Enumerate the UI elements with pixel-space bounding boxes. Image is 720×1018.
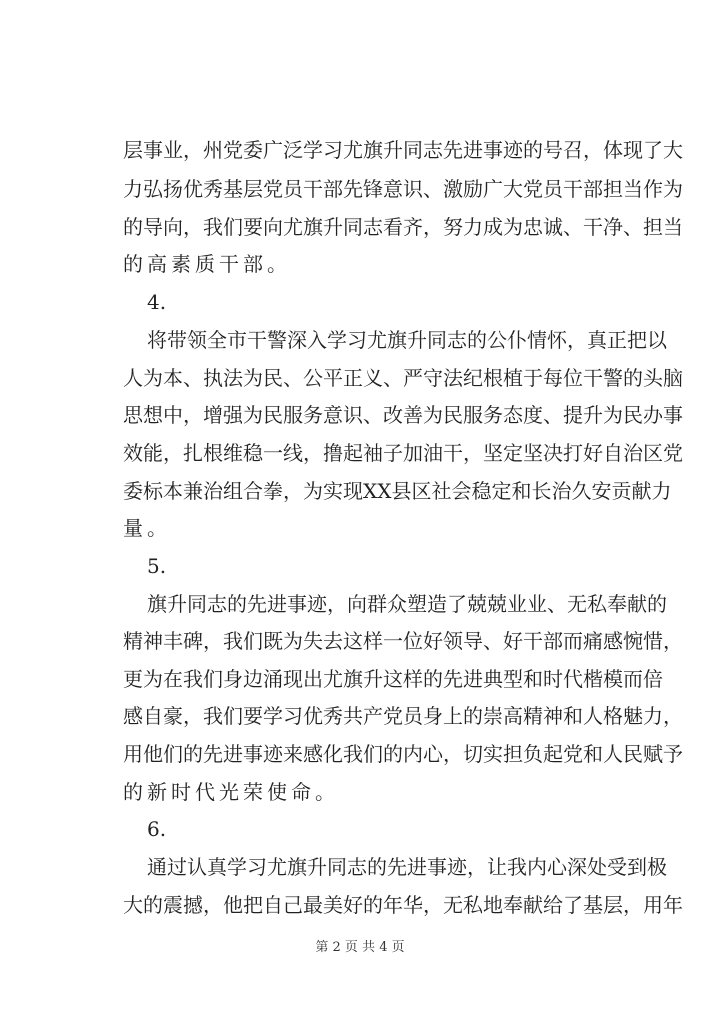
paragraph-line: 的高素质干部。 <box>123 252 291 276</box>
paragraph-line: 更为在我们身边涌现出尤旗升这样的先进典型和时代楷模而倍 <box>123 667 663 691</box>
paragraph-line: 感自豪，我们要学习优秀共产党员身上的崇高精神和人格魅力， <box>123 704 683 728</box>
paragraph-line: 的导向，我们要向尤旗升同志看齐，努力成为忠诚、干净、担当 <box>123 215 683 239</box>
paragraph-line: 思想中，增强为民服务意识、改善为民服务态度、提升为民办事 <box>123 403 683 427</box>
paragraph-line: 效能，扎根维稳一线，撸起袖子加油干，坚定坚决打好自治区党 <box>123 441 683 465</box>
paragraph-line: 量。 <box>123 516 171 540</box>
section-number: 4. <box>147 290 167 314</box>
section-number: 6. <box>147 817 167 841</box>
paragraph-line: 人为本、执法为民、公平正义、严守法纪根植于每位干警的头脑 <box>123 366 683 390</box>
paragraph-line: 用他们的先进事迹来感化我们的内心，切实担负起党和人民赋予 <box>123 742 683 766</box>
section-number: 5. <box>147 554 167 578</box>
paragraph-line: 通过认真学习尤旗升同志的先进事迹，让我内心深处受到极 <box>147 855 667 879</box>
paragraph-line: 精神丰碑，我们既为失去这样一位好领导、好干部而痛感惋惜， <box>123 629 683 653</box>
page-footer: 第 2 页 共 4 页 <box>315 940 405 955</box>
paragraph-line: 层事业，州党委广泛学习尤旗升同志先进事迹的号召，体现了大 <box>123 138 683 162</box>
paragraph-line: 的新时代光荣使命。 <box>123 780 339 804</box>
paragraph-line: 旗升同志的先进事迹，向群众塑造了兢兢业业、无私奉献的 <box>147 592 667 616</box>
paragraph-line: 力弘扬优秀基层党员干部先锋意识、激励广大党员干部担当作为 <box>123 177 683 201</box>
paragraph-line: 将带领全市干警深入学习尤旗升同志的公仆情怀，真正把以 <box>147 328 667 352</box>
paragraph-line: 大的震撼，他把自己最美好的年华，无私地奉献给了基层，用年 <box>123 893 683 917</box>
paragraph-line: 委标本兼治组合拳，为实现XX县区社会稳定和长治久安贡献力 <box>123 479 672 503</box>
